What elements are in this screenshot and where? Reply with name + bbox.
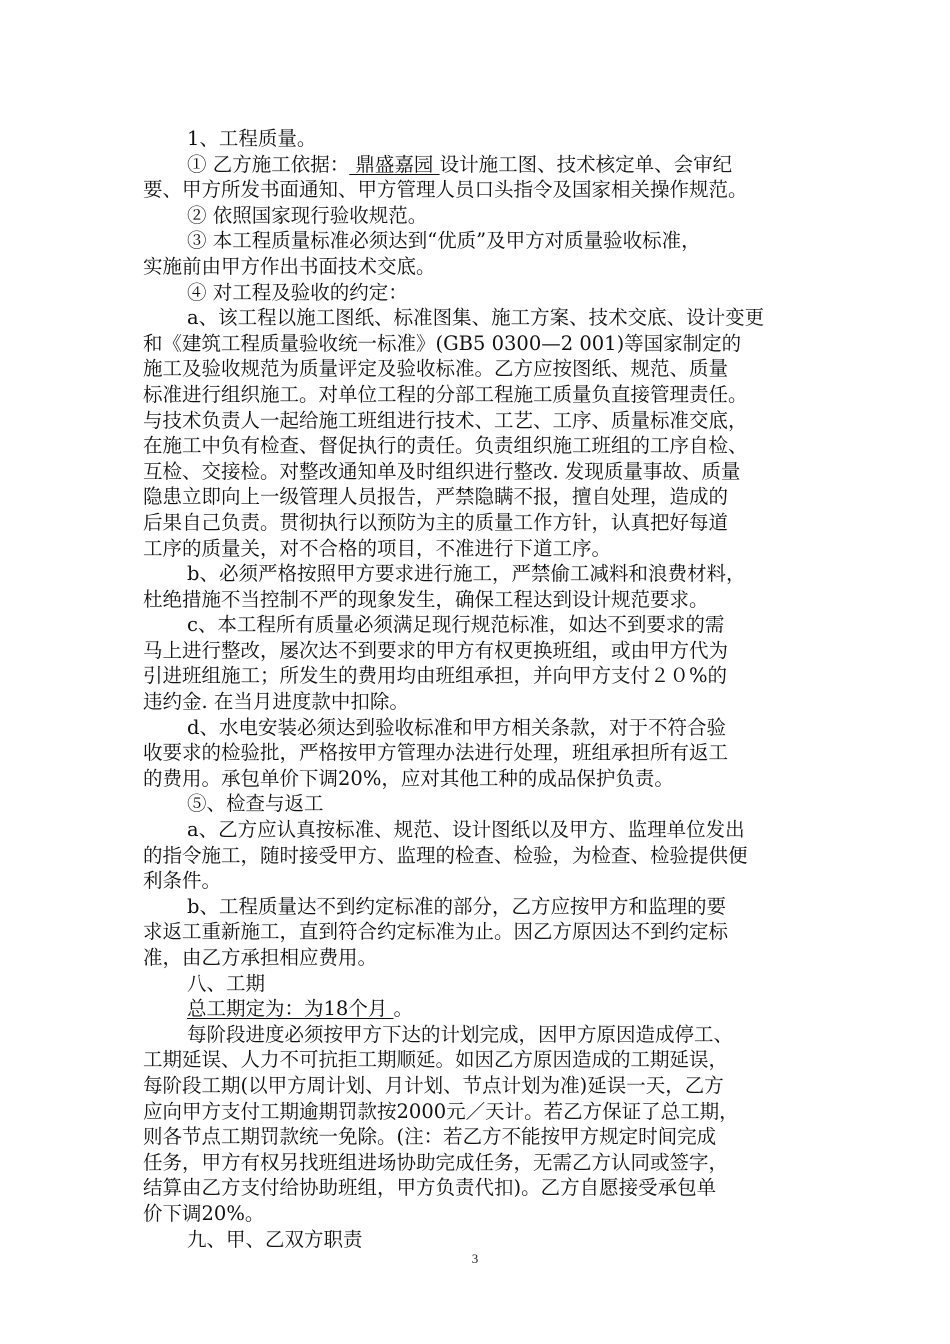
underlined-field: 鼎盛嘉园 bbox=[349, 152, 440, 176]
text-line: 后果自己负责。贯彻执行以预防为主的质量工作方针，认真把好每道 bbox=[143, 510, 729, 534]
text-line: 收要求的检验批，严格按甲方管理办法进行处理，班组承担所有返工 bbox=[143, 741, 729, 765]
text-line: ④ 对工程及验收的约定： bbox=[187, 280, 408, 304]
text-line: 的指令施工，随时接受甲方、监理的检查、检验，为检查、检验提供便 bbox=[143, 843, 748, 867]
text-line: 应向甲方支付工期逾期罚款按2000元／天计。若乙方保证了总工期， bbox=[143, 1099, 739, 1123]
text-line: 利条件。 bbox=[143, 869, 222, 893]
text-line: 标准进行组织施工。对单位工程的分部工程施工质量负直接管理责任。 bbox=[143, 382, 748, 406]
text-line: c、本工程所有质量必须满足现行规范标准，如达不到要求的需 bbox=[187, 613, 725, 637]
text-line: 求返工重新施工，直到符合约定标准为止。因乙方原因达不到约定标 bbox=[143, 920, 729, 944]
text-line: 隐患立即向上一级管理人员报告，严禁隐瞒不报，擅自处理，造成的 bbox=[143, 485, 729, 509]
text-line: 要、甲方所发书面通知、甲方管理人员口头指令及国家相关操作规范。 bbox=[143, 178, 748, 202]
text-line: d、水电安装必须达到验收标准和甲方相关条款，对于不符合验 bbox=[187, 715, 726, 739]
text-line: 价下调20%。 bbox=[143, 1201, 265, 1225]
text-line: 违约金. 在当月进度款中扣除。 bbox=[143, 690, 409, 714]
text-line: 工序的质量关，对不合格的项目，不准进行下道工序。 bbox=[143, 536, 612, 560]
text-line: 九、甲、乙双方职责 bbox=[187, 1227, 363, 1251]
text-line bbox=[143, 996, 815, 1022]
text-line: 结算由乙方支付给协助班组，甲方负责代扣)。乙方自愿接受承包单 bbox=[143, 1176, 717, 1200]
text-line: 则各节点工期罚款统一免除。(注：若乙方不能按甲方规定时间完成 bbox=[143, 1125, 717, 1149]
text-line: 和《建筑工程质量验收统一标准》(GB5 0300—2 001)等国家制定的 bbox=[143, 331, 742, 355]
text-line: 互检、交接检。对整改通知单及时组织进行整改. 发现质量事故、质量 bbox=[143, 459, 741, 483]
text-line: 实施前由甲方作出书面技术交底。 bbox=[143, 254, 436, 278]
underlined-field: 总工期定为：为18个月 bbox=[187, 997, 394, 1021]
text-line: b、工程质量达不到约定标准的部分，乙方应按甲方和监理的要 bbox=[187, 894, 726, 918]
text-line: 马上进行整改，屡次达不到要求的甲方有权更换班组，或由甲方代为 bbox=[143, 638, 729, 662]
text-line: ⑤、检查与返工 bbox=[187, 792, 324, 816]
text-line: 杜绝措施不当控制不严的现象发生，确保工程达到设计规范要求。 bbox=[143, 587, 709, 611]
text-line: a、乙方应认真按标准、规范、设计图纸以及甲方、监理单位发出 bbox=[187, 818, 745, 842]
text-line: 引进班组施工；所发生的费用均由班组承担，并向甲方支付２０%的 bbox=[143, 664, 728, 688]
text-span: 设计施工图、技术核定单、会审纪 bbox=[439, 152, 733, 176]
text-line: 的费用。承包单价下调20%，应对其他工种的成品保护负责。 bbox=[143, 766, 674, 790]
text-line: 每阶段工期(以甲方周计划、月计划、节点计划为准)延误一天，乙方 bbox=[143, 1073, 724, 1097]
text-span: 。 bbox=[393, 997, 414, 1021]
text-line: 施工及验收规范为质量评定及验收标准。乙方应按图纸、规范、质量 bbox=[143, 357, 729, 381]
text-line: b、必须严格按照甲方要求进行施工，严禁偷工减料和浪费材料， bbox=[187, 562, 746, 586]
text-span: ① 乙方施工依据： bbox=[187, 152, 350, 176]
text-line: 在施工中负有检查、督促执行的责任。负责组织施工班组的工序自检、 bbox=[143, 434, 748, 458]
page-number: 3 bbox=[471, 1251, 479, 1266]
text-line: 1、工程质量。 bbox=[187, 127, 317, 150]
text-line: 工期延误、人力不可抗拒工期顺延。如因乙方原因造成的工期延误， bbox=[143, 1048, 729, 1072]
text-line bbox=[143, 152, 815, 178]
text-line: a、该工程以施工图纸、标准图集、施工方案、技术交底、设计变更 bbox=[187, 306, 765, 330]
text-line: 任务，甲方有权另找班组进场协助完成任务，无需乙方认同或签字， bbox=[143, 1150, 729, 1174]
text-line: 准，由乙方承担相应费用。 bbox=[143, 946, 378, 969]
contract-body bbox=[143, 126, 815, 1252]
text-line: 每阶段进度必须按甲方下达的计划完成，因甲方原因造成停工、 bbox=[187, 1022, 734, 1046]
text-line: 与技术负责人一起给施工班组进行技术、工艺、工序、质量标准交底， bbox=[143, 408, 748, 432]
text-line: 八、工期 bbox=[187, 971, 266, 995]
text-line: ③ 本工程质量标准必须达到“优质”及甲方对质量验收标准， bbox=[187, 229, 701, 253]
text-line: ② 依照国家现行验收规范。 bbox=[187, 203, 428, 227]
